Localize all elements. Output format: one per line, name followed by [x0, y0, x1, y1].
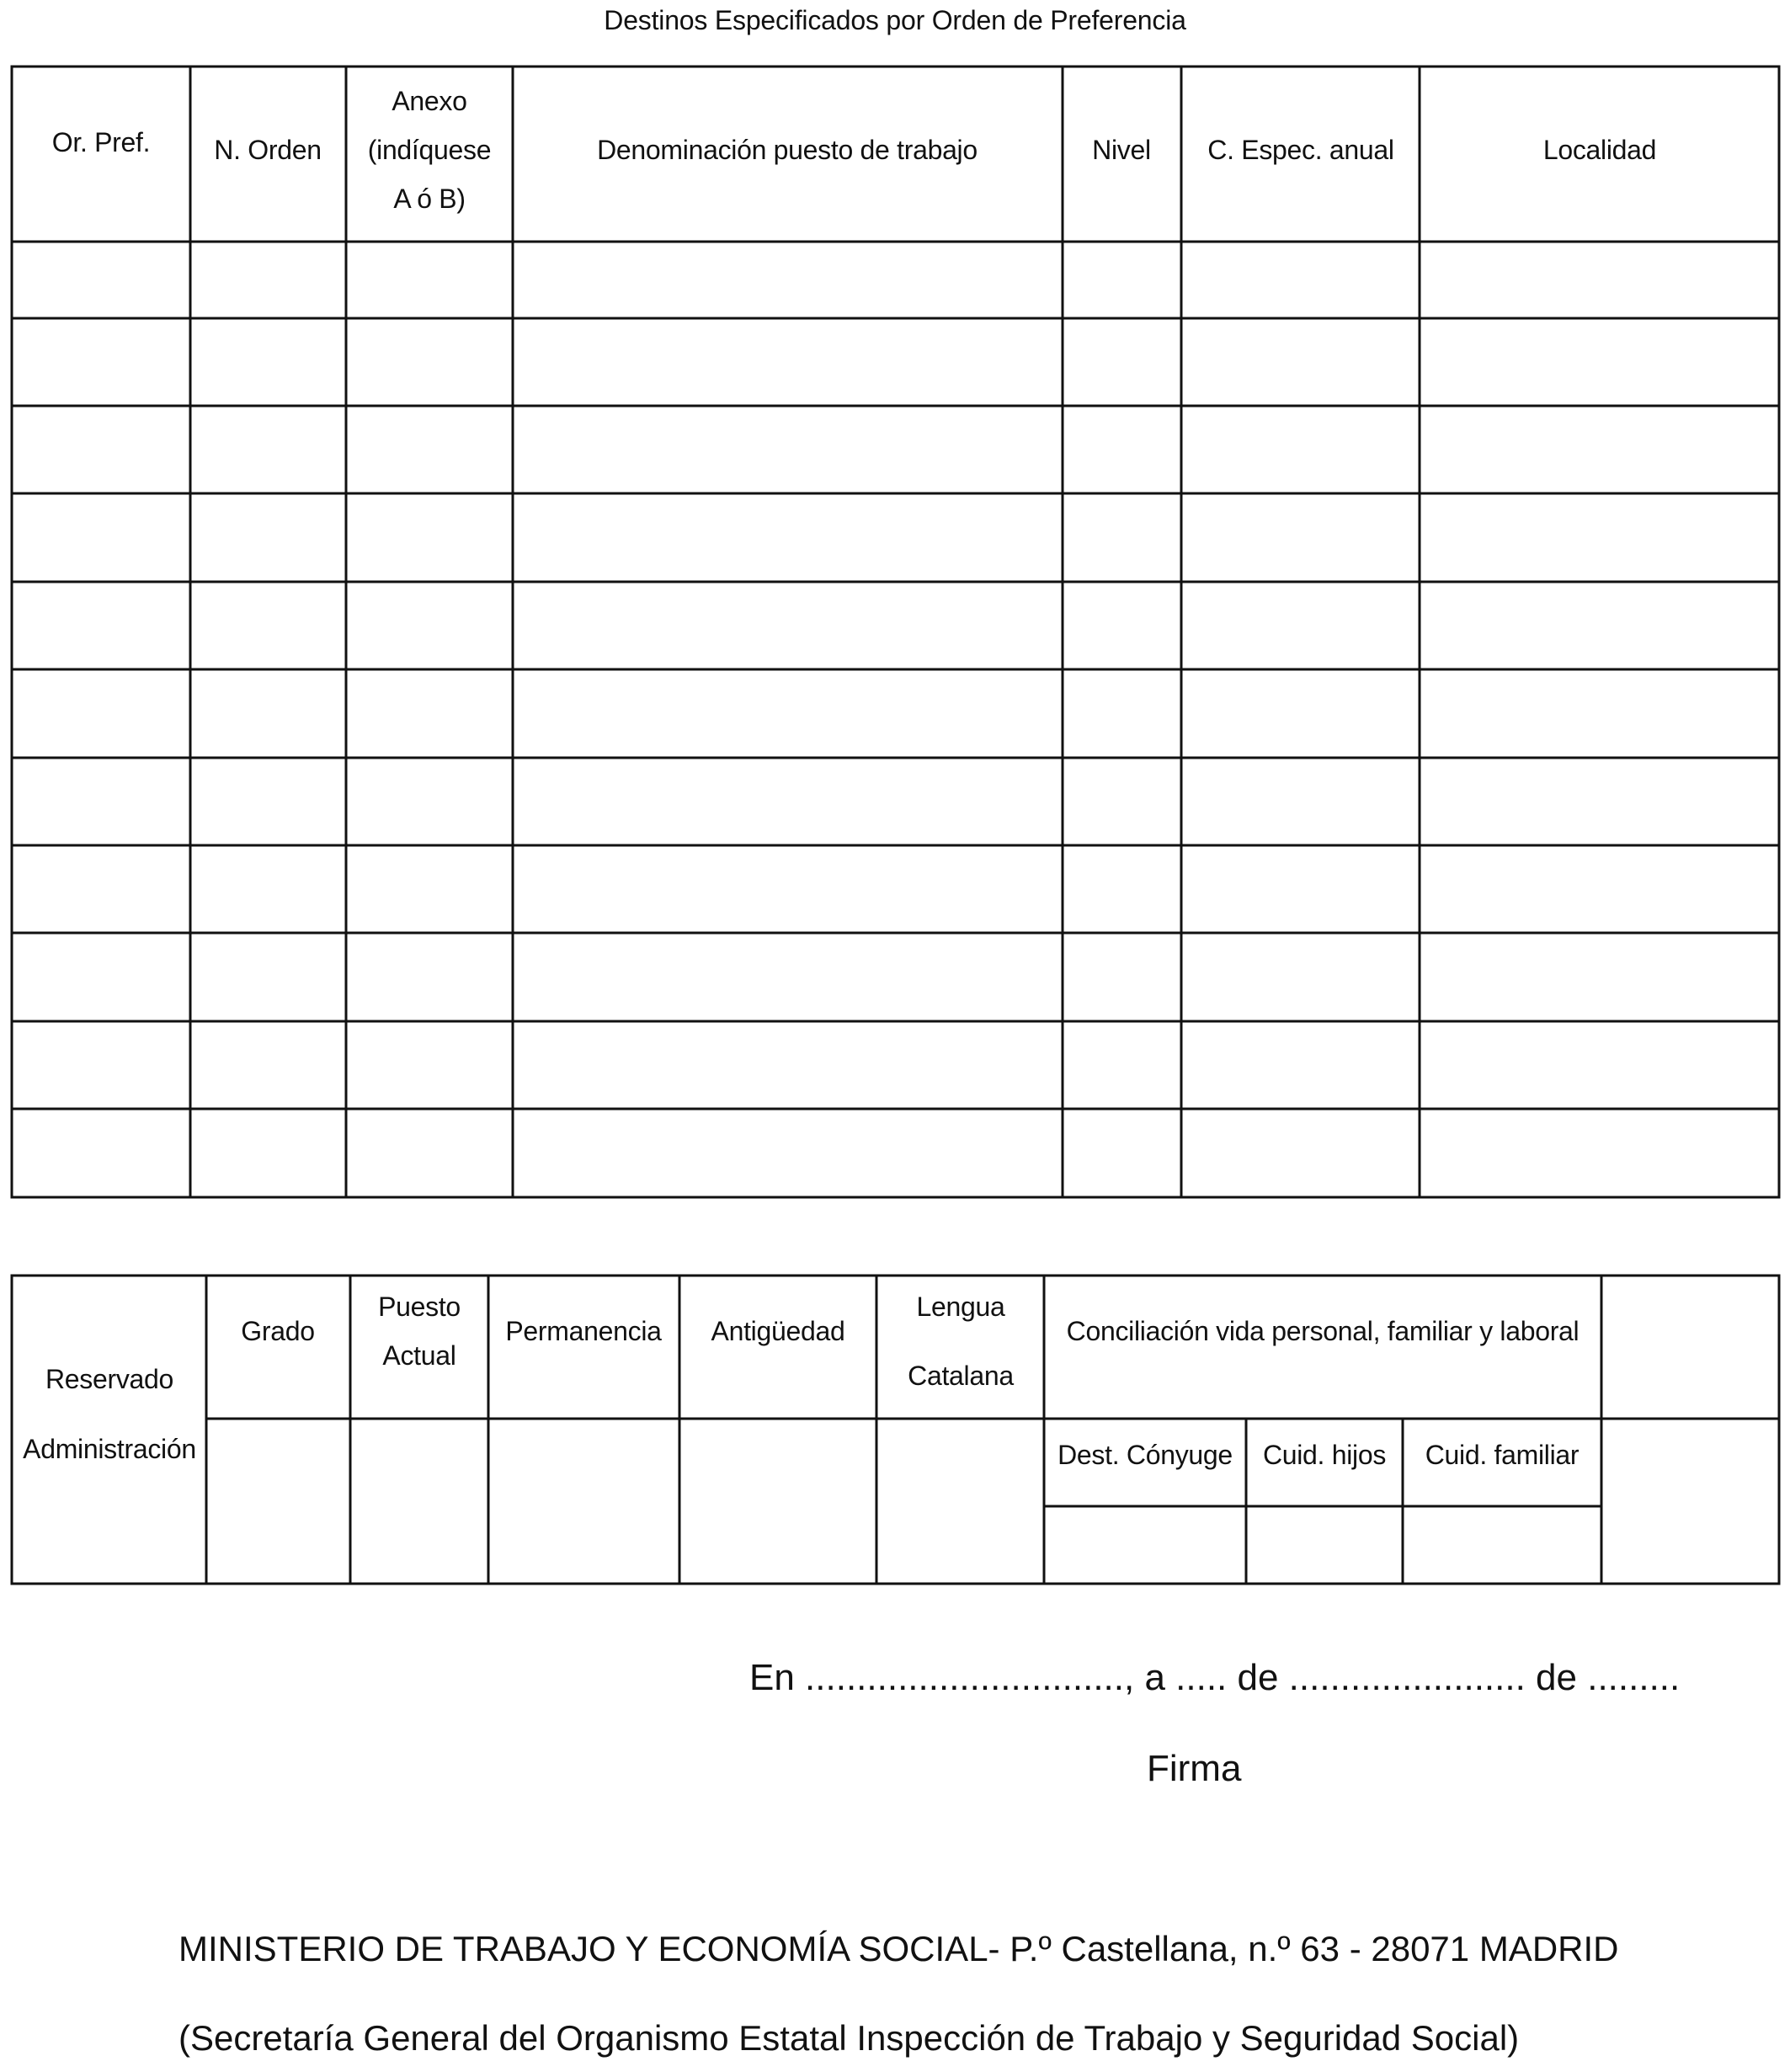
label-cuid-familiar: Cuid. familiar [1425, 1440, 1580, 1470]
signature-label: Firma [1147, 1748, 1242, 1789]
label-lengua-line2: Catalana [908, 1361, 1014, 1391]
header-c-espec-anual: C. Espec. anual [1207, 135, 1394, 165]
label-puesto-actual [378, 1282, 461, 1380]
header-anexo-line2: (indíquese [367, 135, 492, 165]
label-administracion: Administración [23, 1434, 196, 1464]
header-denominacion: Denominación puesto de trabajo [597, 135, 978, 165]
preference-table-border [12, 67, 1779, 1197]
footer-ministry: MINISTERIO DE TRABAJO Y ECONOMÍA SOCIAL- P.º Castellana, n.º 63 - 28071 MADRID [178, 1929, 1619, 1968]
label-antiguedad: Antigüedad [711, 1316, 845, 1346]
form-title: Destinos Especificados por Orden de Preferencia [604, 5, 1186, 35]
label-permanencia: Permanencia [505, 1316, 662, 1346]
footer-secretaria: (Secretaría General del Organismo Estatal Inspección de Trabajo y Seguridad Social) [178, 2018, 1520, 2058]
header-anexo-line1: Anexo [392, 86, 467, 116]
label-reservado: Reservado [45, 1364, 174, 1394]
header-or-pref: Or. Pref. [51, 127, 151, 157]
label-dest-conyuge: Dest. Cónyuge [1057, 1440, 1233, 1470]
label-puesto-line2: Actual [382, 1340, 456, 1371]
label-grado: Grado [241, 1316, 315, 1346]
label-puesto-line1: Puesto [378, 1292, 461, 1322]
label-conciliacion: Conciliación vida personal, familiar y laboral [1066, 1316, 1580, 1346]
header-localidad: Localidad [1542, 135, 1657, 165]
place-date-line: En ..............................., a ..... de ....................... de ......... [749, 1657, 1681, 1698]
label-lengua-catalana [908, 1272, 1014, 1410]
header-anexo [368, 77, 491, 223]
header-nivel: Nivel [1092, 135, 1151, 165]
label-cuid-hijos: Cuid. hijos [1262, 1440, 1387, 1470]
header-anexo-line3: A ó B) [393, 184, 466, 214]
header-n-orden: N. Orden [214, 135, 322, 165]
label-lengua-line1: Lengua [916, 1292, 1005, 1322]
